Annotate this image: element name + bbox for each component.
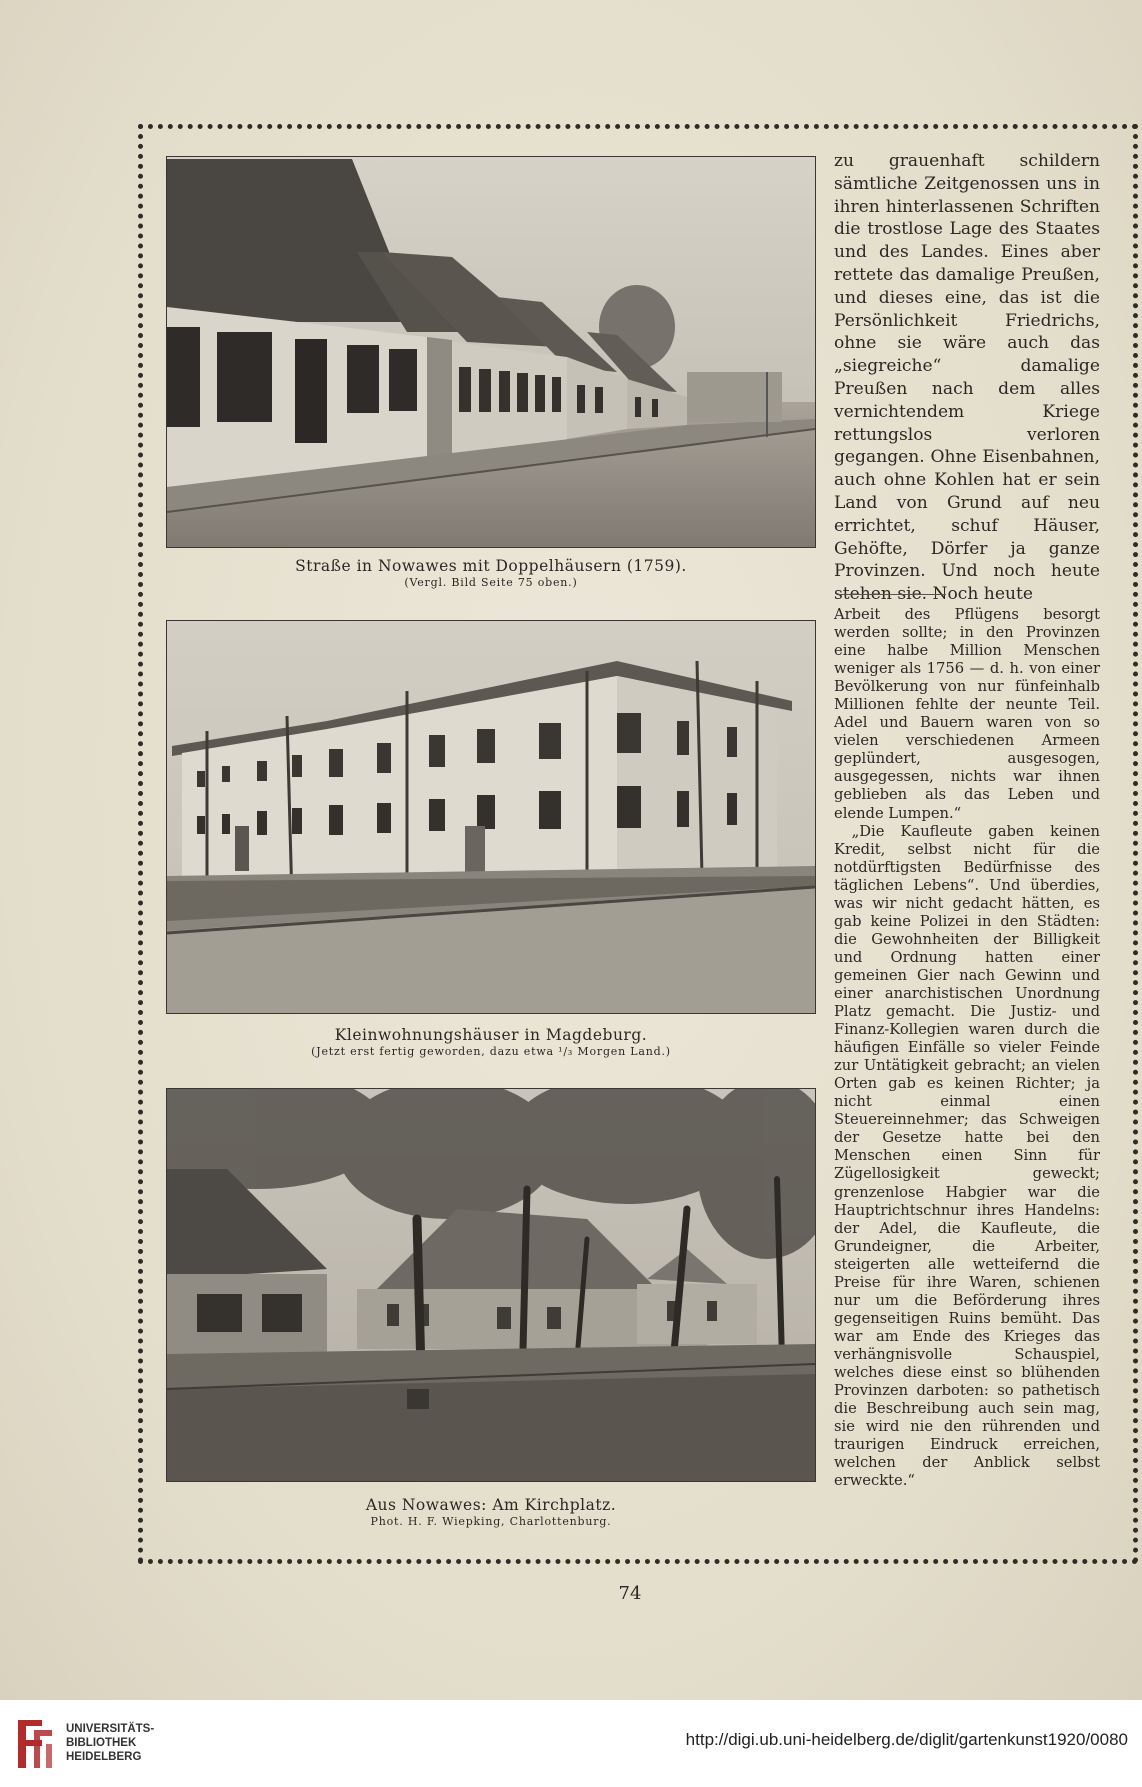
paragraph-small-1: Arbeit des Pflügens besorgt werden sollte; in den Provinzen eine halbe Million Menschen weniger als 1756 — d. h. von einer Bevölkerung von nur fünfeinhalb Millionen fehlte der neunte Teil. Adel und Bauern waren von so vielen verschiedenen Armeen geplündert, ausgesogen, ausgegessen, nichts war ihnen geblieben als das Leben und elende Lumpen.“ [834, 606, 1100, 822]
paragraph-large: zu grauenhaft schildern sämtliche Zeitgenossen uns in ihren hinterlassenen Schriften die trostlose Lage des Staates und des Landes. Eines aber rettete das damalige Preußen, und dieses eine, das ist die Persönlichkeit Friedrichs, ohne sie wäre auch das „siegreiche“ damalige Preußen nach dem alles vernichtendem Kriege rettungslos verloren gegangen. Ohne Eisenbahnen, auch ohne Kohlen hat er sein Land von Grund auf neu errichtet, schuf Häuser, Gehöfte, Dörfer ja ganze Provinzen. Und noch heute stehen sie. Noch heute [834, 151, 1100, 605]
source-url[interactable]: http://digi.ub.uni-heidelberg.de/diglit/gartenkunst1920/0080 [685, 1730, 1128, 1749]
library-name-line1: UNIVERSITÄTS- [66, 1723, 155, 1735]
heidelberg-logo-icon [12, 1714, 56, 1774]
caption-1-title: Straße in Nowawes mit Doppelhäusern (1759). [295, 557, 687, 575]
library-name-line2: BIBLIOTHEK [66, 1737, 137, 1749]
figure-caption-1 [166, 557, 816, 589]
body-text-large [834, 150, 1100, 606]
caption-3-sub: Phot. H. F. Wiepking, Charlottenburg. [370, 1515, 612, 1528]
library-name [66, 1722, 154, 1764]
photo-magdeburg-houses [166, 620, 816, 1014]
caption-1-sub: (Vergl. Bild Seite 75 oben.) [404, 576, 578, 589]
paragraph-small-2: „Die Kaufleute gaben keinen Kredit, selbst nicht für die notdürftigsten Bedürfnisse des täglichen Lebens“. Und überdies, was wir nicht gedacht hätten, es gab keine Polizei in den Städten: die Gewohnheiten der Billigkeit und Ordnung hatten einer gemeinen Gier nach Gewinn und einer anarchistischen Unordnung Platz gemacht. Die Justiz- und Finanz-Kollegien waren durch die häufigen Einfälle so vieler Feinde zur Untätigkeit gebracht; an vielen Orten gab es keinen Richter; ja nicht einmal einen Steuereinnehmer; das Schweigen der Gesetze hatte bei den Menschen einen Sinn für Zügellosigkeit geweckt; grenzenlose Habgier war die Hauptrichtschnur ihres Handelns: der Adel, die Kaufleute, die Grundeigner, die Arbeiter, steigerten alle wetteifernd die Preise für ihre Waren, schienen nur um die Beförderung ihres gegenseitigen Ruins bemüht. Das war am Ende des Krieges das verhängnisvolle Schauspiel, welches diese einst so blühenden Provinzen darboten: so pathetisch die Beschreibung auch sein mag, sie wird nie den rührenden und traurigen Eindruck erreichen, welchen der Anblick selbst erweckte.“ [834, 822, 1100, 1490]
column-divider [838, 594, 946, 595]
library-footer [0, 1700, 1142, 1787]
photo-nowawes-street [166, 156, 816, 548]
caption-2-title: Kleinwohnungshäuser in Magdeburg. [334, 1026, 648, 1044]
library-name-line3: HEIDELBERG [66, 1751, 142, 1763]
page-number: 74 [618, 1583, 642, 1604]
photo-kirchplatz [166, 1088, 816, 1482]
body-text-small [834, 606, 1100, 1490]
caption-3-title: Aus Nowawes: Am Kirchplatz. [365, 1496, 617, 1514]
caption-2-sub: (Jetzt erst fertig geworden, dazu etwa ¹/₃ Morgen Land.) [311, 1045, 671, 1058]
figure-caption-2 [166, 1026, 816, 1058]
figure-caption-3 [166, 1496, 816, 1528]
